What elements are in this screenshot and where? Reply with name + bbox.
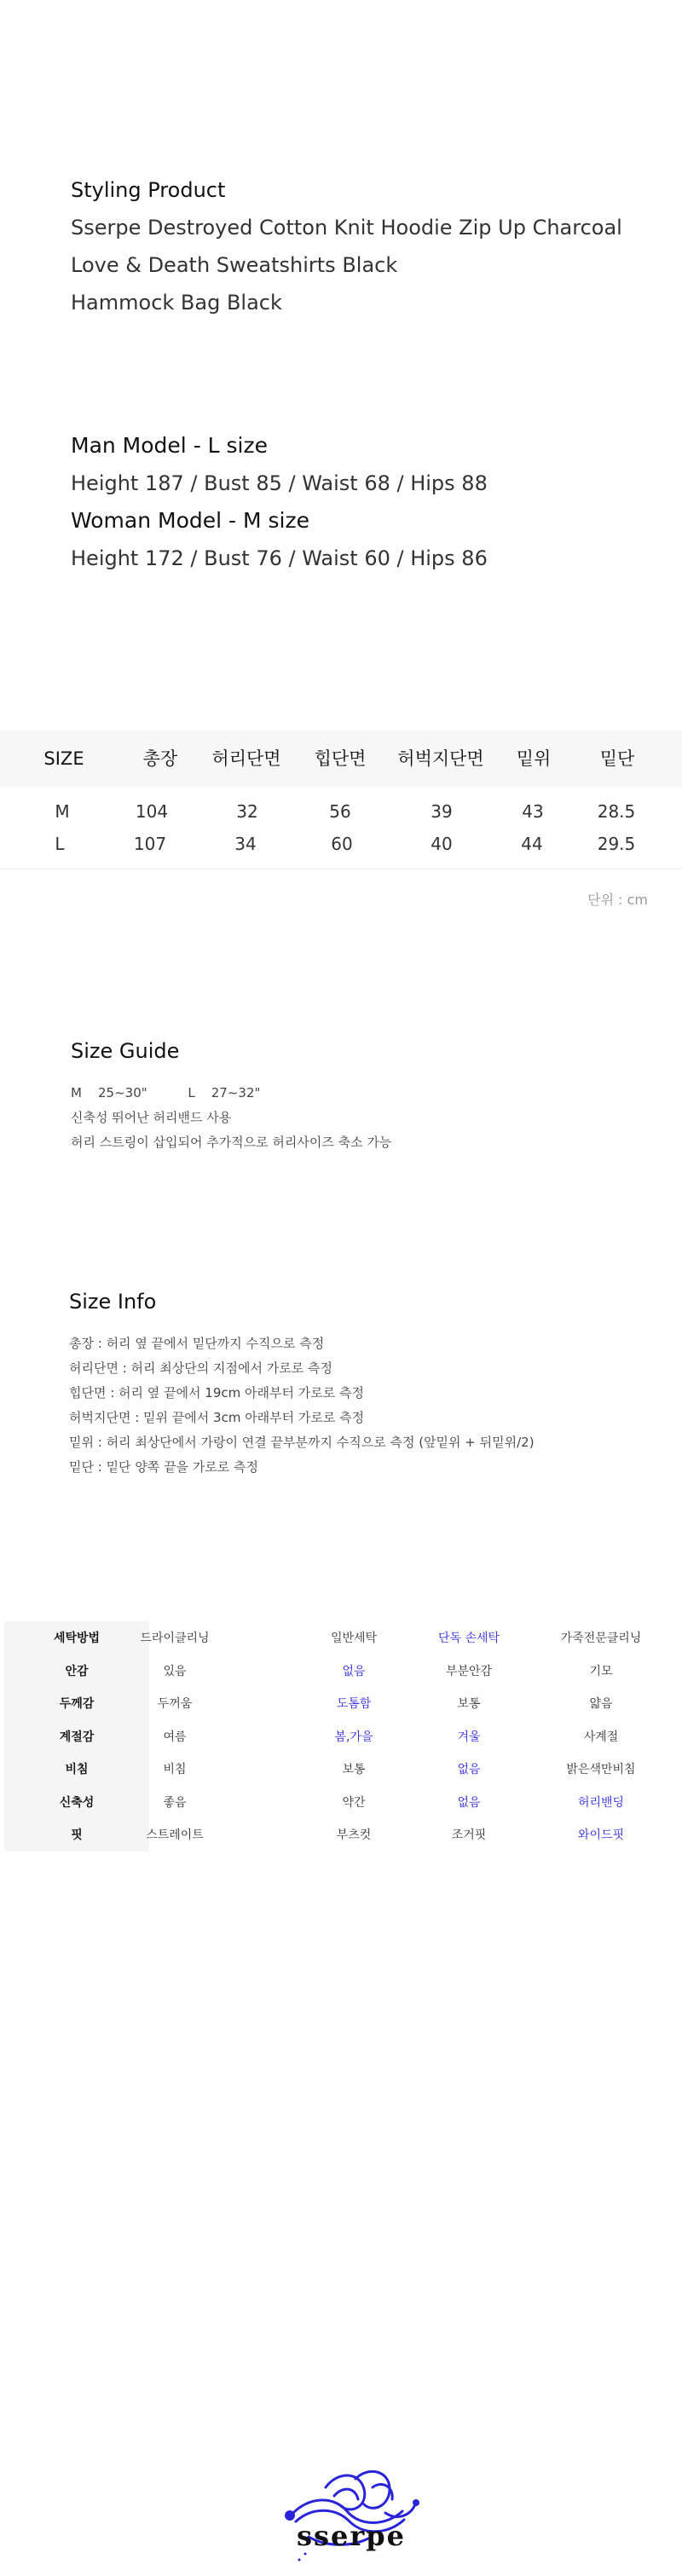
care-option: 없음 (457, 1763, 481, 1777)
header-cell: SIZE (43, 748, 84, 769)
care-option: 겨울 (457, 1730, 481, 1744)
styling-title: Styling Product (71, 178, 226, 202)
model-section (71, 433, 488, 583)
care-option: 부분안감 (445, 1664, 493, 1678)
care-option: 기모 (589, 1664, 613, 1678)
table-cell: 107 (133, 834, 167, 854)
table-cell: 39 (431, 801, 453, 822)
woman-model-stats: Height 172 / Bust 76 / Waist 60 / Hips 86 (71, 546, 488, 570)
size-info-line: 총장 : 허리 옆 끝에서 밑단까지 수직으로 측정 (69, 1336, 325, 1351)
care-option: 보통 (457, 1697, 481, 1712)
care-row-label: 두께감 (4, 1687, 149, 1720)
table-cell: 60 (331, 834, 353, 854)
table-cell: 40 (431, 834, 453, 854)
care-option: 없음 (457, 1795, 481, 1810)
care-option: 사계절 (583, 1730, 619, 1744)
size-guide-line: 신축성 뛰어난 허리밴드 사용 (71, 1110, 232, 1125)
header-cell: 밑단 (599, 748, 635, 769)
care-option: 단독 손세탁 (437, 1632, 500, 1646)
header-cell: 허리단면 (211, 748, 281, 769)
care-option: 드라이클리닝 (140, 1632, 210, 1646)
size-table-header (0, 731, 682, 787)
serpent-icon (275, 2462, 428, 2573)
table-row (0, 828, 682, 860)
table-cell: M (55, 801, 70, 822)
table-cell: 56 (329, 801, 351, 822)
size-info-line: 밑단 : 밑단 양쪽 끝을 가로로 측정 (69, 1459, 259, 1475)
care-option: 도톰함 (336, 1697, 372, 1712)
care-row (4, 1655, 678, 1688)
table-cell: L (55, 834, 65, 854)
size-info-line: 힙단면 : 허리 옆 끝에서 19cm 아래부터 가로로 측정 (69, 1385, 364, 1401)
header-cell: 허벅지단면 (397, 748, 484, 769)
brand-logo (275, 2462, 428, 2573)
care-row-label: 안감 (4, 1655, 149, 1688)
care-row-label: 비침 (4, 1753, 149, 1786)
man-model-stats: Height 187 / Bust 85 / Waist 68 / Hips 88 (71, 471, 488, 495)
size-info-line: 허벅지단면 : 밑위 끝에서 3cm 아래부터 가로로 측정 (69, 1410, 365, 1425)
care-option: 얇음 (589, 1697, 613, 1712)
care-table (4, 1621, 678, 1851)
styling-section (71, 177, 622, 327)
care-option: 스트레이트 (146, 1828, 204, 1843)
care-row (4, 1720, 678, 1753)
table-cell: 43 (522, 801, 544, 822)
size-table (0, 731, 682, 869)
care-option: 가죽전문클리닝 (560, 1632, 642, 1646)
care-option: 있음 (163, 1664, 187, 1678)
care-row-label: 계절감 (4, 1720, 149, 1753)
care-option: 밝은색만비침 (566, 1763, 636, 1777)
care-row (4, 1786, 678, 1819)
table-cell: 32 (236, 801, 258, 822)
table-cell: 44 (521, 834, 543, 854)
care-option: 봄,가을 (334, 1730, 373, 1744)
size-info-line: 밑위 : 허리 최상단에서 가랑이 연결 끝부분까지 수직으로 측정 (앞밑위 + 뒤밑위/2) (69, 1435, 535, 1450)
size-info-line: 허리단면 : 허리 최상단의 지점에서 가로로 측정 (69, 1360, 332, 1376)
care-option: 허리밴딩 (577, 1795, 625, 1810)
care-row (4, 1818, 678, 1851)
styling-item: Sserpe Destroyed Cotton Knit Hoodie Zip Up Charcoal (71, 216, 622, 240)
care-row (4, 1687, 678, 1720)
care-row-label: 신축성 (4, 1786, 149, 1819)
care-option: 비침 (163, 1763, 187, 1777)
logo-text: sserpe (297, 2520, 406, 2552)
care-row (4, 1621, 678, 1655)
table-cell: 34 (234, 834, 257, 854)
size-table-body (0, 787, 682, 869)
size-guide-title: Size Guide (71, 1039, 180, 1063)
table-row (0, 795, 682, 828)
size-guide-section (71, 1038, 391, 1155)
header-cell: 힙단면 (314, 748, 367, 769)
care-row (4, 1753, 678, 1786)
care-option: 좋음 (163, 1795, 187, 1810)
man-model-title: Man Model - L size (71, 433, 269, 458)
care-row-label: 세탁방법 (4, 1621, 149, 1655)
table-cell: 104 (135, 801, 169, 822)
care-option: 일반세탁 (330, 1632, 378, 1646)
header-cell: 총장 (142, 748, 178, 769)
size-guide-line: 허리 스트링이 삽입되어 추가적으로 허리사이즈 축소 가능 (71, 1135, 392, 1150)
care-option: 와이드핏 (577, 1828, 625, 1843)
care-option: 부츠컷 (336, 1828, 372, 1843)
care-option: 두꺼움 (157, 1697, 193, 1712)
styling-item: Hammock Bag Black (71, 291, 282, 315)
table-cell: 29.5 (597, 834, 636, 854)
woman-model-title: Woman Model - M size (71, 508, 309, 533)
size-info-title: Size Info (69, 1290, 157, 1314)
care-option: 약간 (342, 1795, 366, 1810)
care-row-label: 핏 (4, 1818, 149, 1851)
care-option: 여름 (163, 1730, 187, 1744)
header-cell: 밑위 (516, 748, 552, 769)
care-option: 없음 (342, 1664, 366, 1678)
unit-label: 단위 : cm (587, 892, 648, 908)
styling-item: Love & Death Sweatshirts Black (71, 253, 398, 277)
size-guide-line: M 25~30" L 27~32" (71, 1085, 261, 1100)
care-option: 보통 (342, 1763, 366, 1777)
size-info-section (69, 1289, 535, 1480)
care-option: 조거핏 (451, 1828, 487, 1843)
table-cell: 28.5 (597, 801, 636, 822)
